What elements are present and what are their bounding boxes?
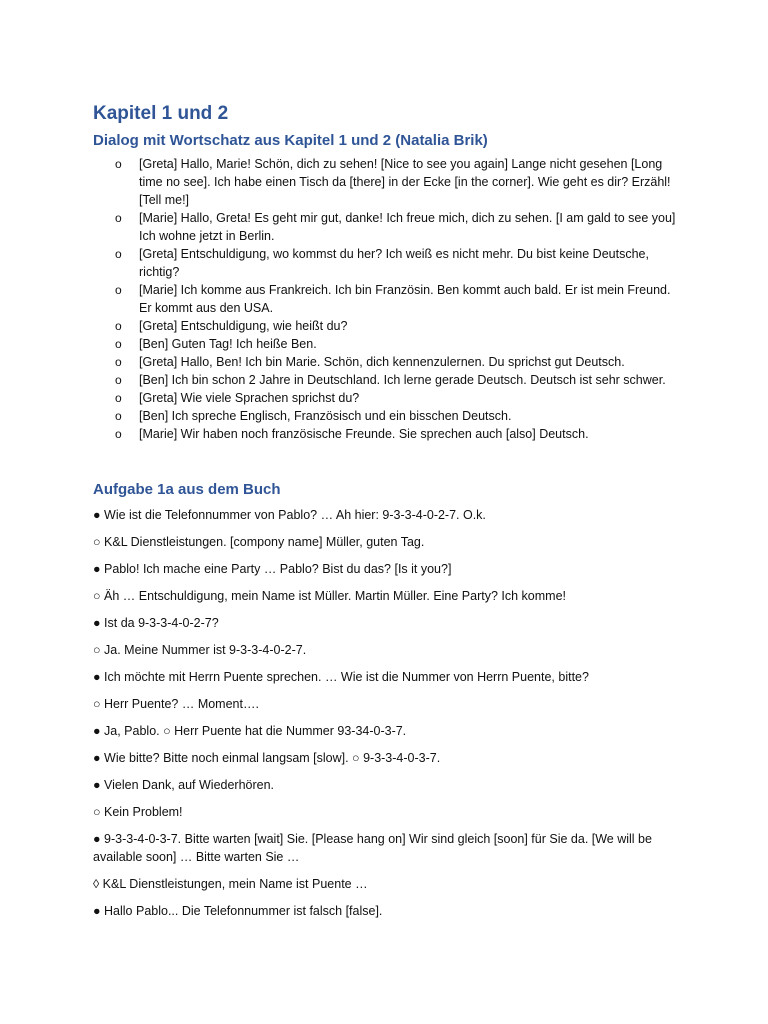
exercise-line: ● Hallo Pablo... Die Telefonnummer ist falsch [false]. — [93, 904, 383, 918]
exercise-lines — [93, 506, 683, 920]
dialog-line: [Ben] Ich spreche Englisch, Französisch und ein bisschen Deutsch. — [139, 409, 512, 423]
dialog-line: [Marie] Wir haben noch französische Freunde. Sie sprechen auch [also] Deutsch. — [139, 427, 589, 441]
exercise-line: ○ K&L Dienstleistungen. [compony name] Müller, guten Tag. — [93, 535, 425, 549]
exercise-line: ● Ja, Pablo. ○ Herr Puente hat die Nummer 93-34-0-3-7. — [93, 724, 407, 738]
dialog-list — [93, 155, 683, 443]
hollow-bullet-icon: o — [115, 373, 122, 387]
exercise-line: ○ Herr Puente? … Moment…. — [93, 697, 259, 711]
list-item — [93, 425, 683, 443]
hollow-bullet-icon: o — [115, 391, 122, 405]
hollow-bullet-icon: o — [115, 211, 122, 225]
hollow-bullet-icon: o — [115, 409, 122, 423]
list-item — [93, 389, 683, 407]
dialog-line: [Greta] Hallo, Ben! Ich bin Marie. Schön, dich kennenzulernen. Du sprichst gut Deutsch. — [139, 355, 625, 369]
exercise-line: ◊ K&L Dienstleistungen, mein Name ist Puente … — [93, 877, 368, 891]
dialog-line: [Greta] Entschuldigung, wo kommst du her? Ich weiß es nicht mehr. Du bist keine Deutsche, richtig? — [139, 247, 649, 279]
dialog-line: [Greta] Wie viele Sprachen sprichst du? — [139, 391, 360, 405]
exercise-line: ● Wie ist die Telefonnummer von Pablo? … Ah hier: 9-3-3-4-0-2-7. O.k. — [93, 508, 486, 522]
exercise-line: ○ Äh … Entschuldigung, mein Name ist Müller. Martin Müller. Eine Party? Ich komme! — [93, 589, 567, 603]
hollow-bullet-icon: o — [115, 427, 122, 441]
exercise-heading: Aufgabe 1a aus dem Buch — [93, 481, 281, 498]
hollow-bullet-icon: o — [115, 355, 122, 369]
exercise-line: ○ Ja. Meine Nummer ist 9-3-3-4-0-2-7. — [93, 643, 307, 657]
dialog-line: [Greta] Hallo, Marie! Schön, dich zu sehen! [Nice to see you again] Lange nicht gesehen [Long time no see]. Ich habe einen Tisch da [there] in der Ecke [in the corner]. Wie geht es dir? Erzähl! [Tell me!] — [139, 157, 671, 207]
dialog-line: [Marie] Hallo, Greta! Es geht mir gut, danke! Ich freue mich, dich zu sehen. [I am gald to see you] Ich wohne jetzt in Berlin. — [139, 211, 676, 243]
list-item — [93, 335, 683, 353]
hollow-bullet-icon: o — [115, 157, 122, 171]
list-item — [93, 281, 683, 317]
exercise-line: ● Vielen Dank, auf Wiederhören. — [93, 778, 275, 792]
list-item — [93, 353, 683, 371]
dialog-line: [Ben] Ich bin schon 2 Jahre in Deutschland. Ich lerne gerade Deutsch. Deutsch ist sehr schwer. — [139, 373, 666, 387]
hollow-bullet-icon: o — [115, 283, 122, 297]
exercise-line: ● Ich möchte mit Herrn Puente sprechen. … Wie ist die Nummer von Herrn Puente, bitte? — [93, 670, 589, 684]
dialog-line: [Marie] Ich komme aus Frankreich. Ich bin Französin. Ben kommt auch bald. Er ist mein Freund. Er kommt aus den USA. — [139, 283, 671, 315]
exercise-line: ● Wie bitte? Bitte noch einmal langsam [slow]. ○ 9-3-3-4-0-3-7. — [93, 751, 441, 765]
exercise-line: ○ Kein Problem! — [93, 805, 183, 819]
hollow-bullet-icon: o — [115, 337, 122, 351]
document-page — [93, 102, 683, 929]
list-item — [93, 245, 683, 281]
dialog-line: [Ben] Guten Tag! Ich heiße Ben. — [139, 337, 317, 351]
exercise-line: ● Pablo! Ich mache eine Party … Pablo? Bist du das? [Is it you?] — [93, 562, 452, 576]
dialog-line: [Greta] Entschuldigung, wie heißt du? — [139, 319, 348, 333]
list-item — [93, 407, 683, 425]
hollow-bullet-icon: o — [115, 247, 122, 261]
exercise-line: ● 9-3-3-4-0-3-7. Bitte warten [wait] Sie. [Please hang on] Wir sind gleich [soon] für Sie da. [We will be available soon] … Bitte warten Sie … — [93, 832, 652, 864]
hollow-bullet-icon: o — [115, 319, 122, 333]
list-item — [93, 209, 683, 245]
list-item — [93, 371, 683, 389]
exercise-line: ● Ist da 9-3-3-4-0-2-7? — [93, 616, 219, 630]
dialog-subheading: Dialog mit Wortschatz aus Kapitel 1 und 2 (Natalia Brik) — [93, 132, 488, 149]
page-title: Kapitel 1 und 2 — [93, 103, 229, 124]
list-item — [93, 155, 683, 209]
list-item — [93, 317, 683, 335]
